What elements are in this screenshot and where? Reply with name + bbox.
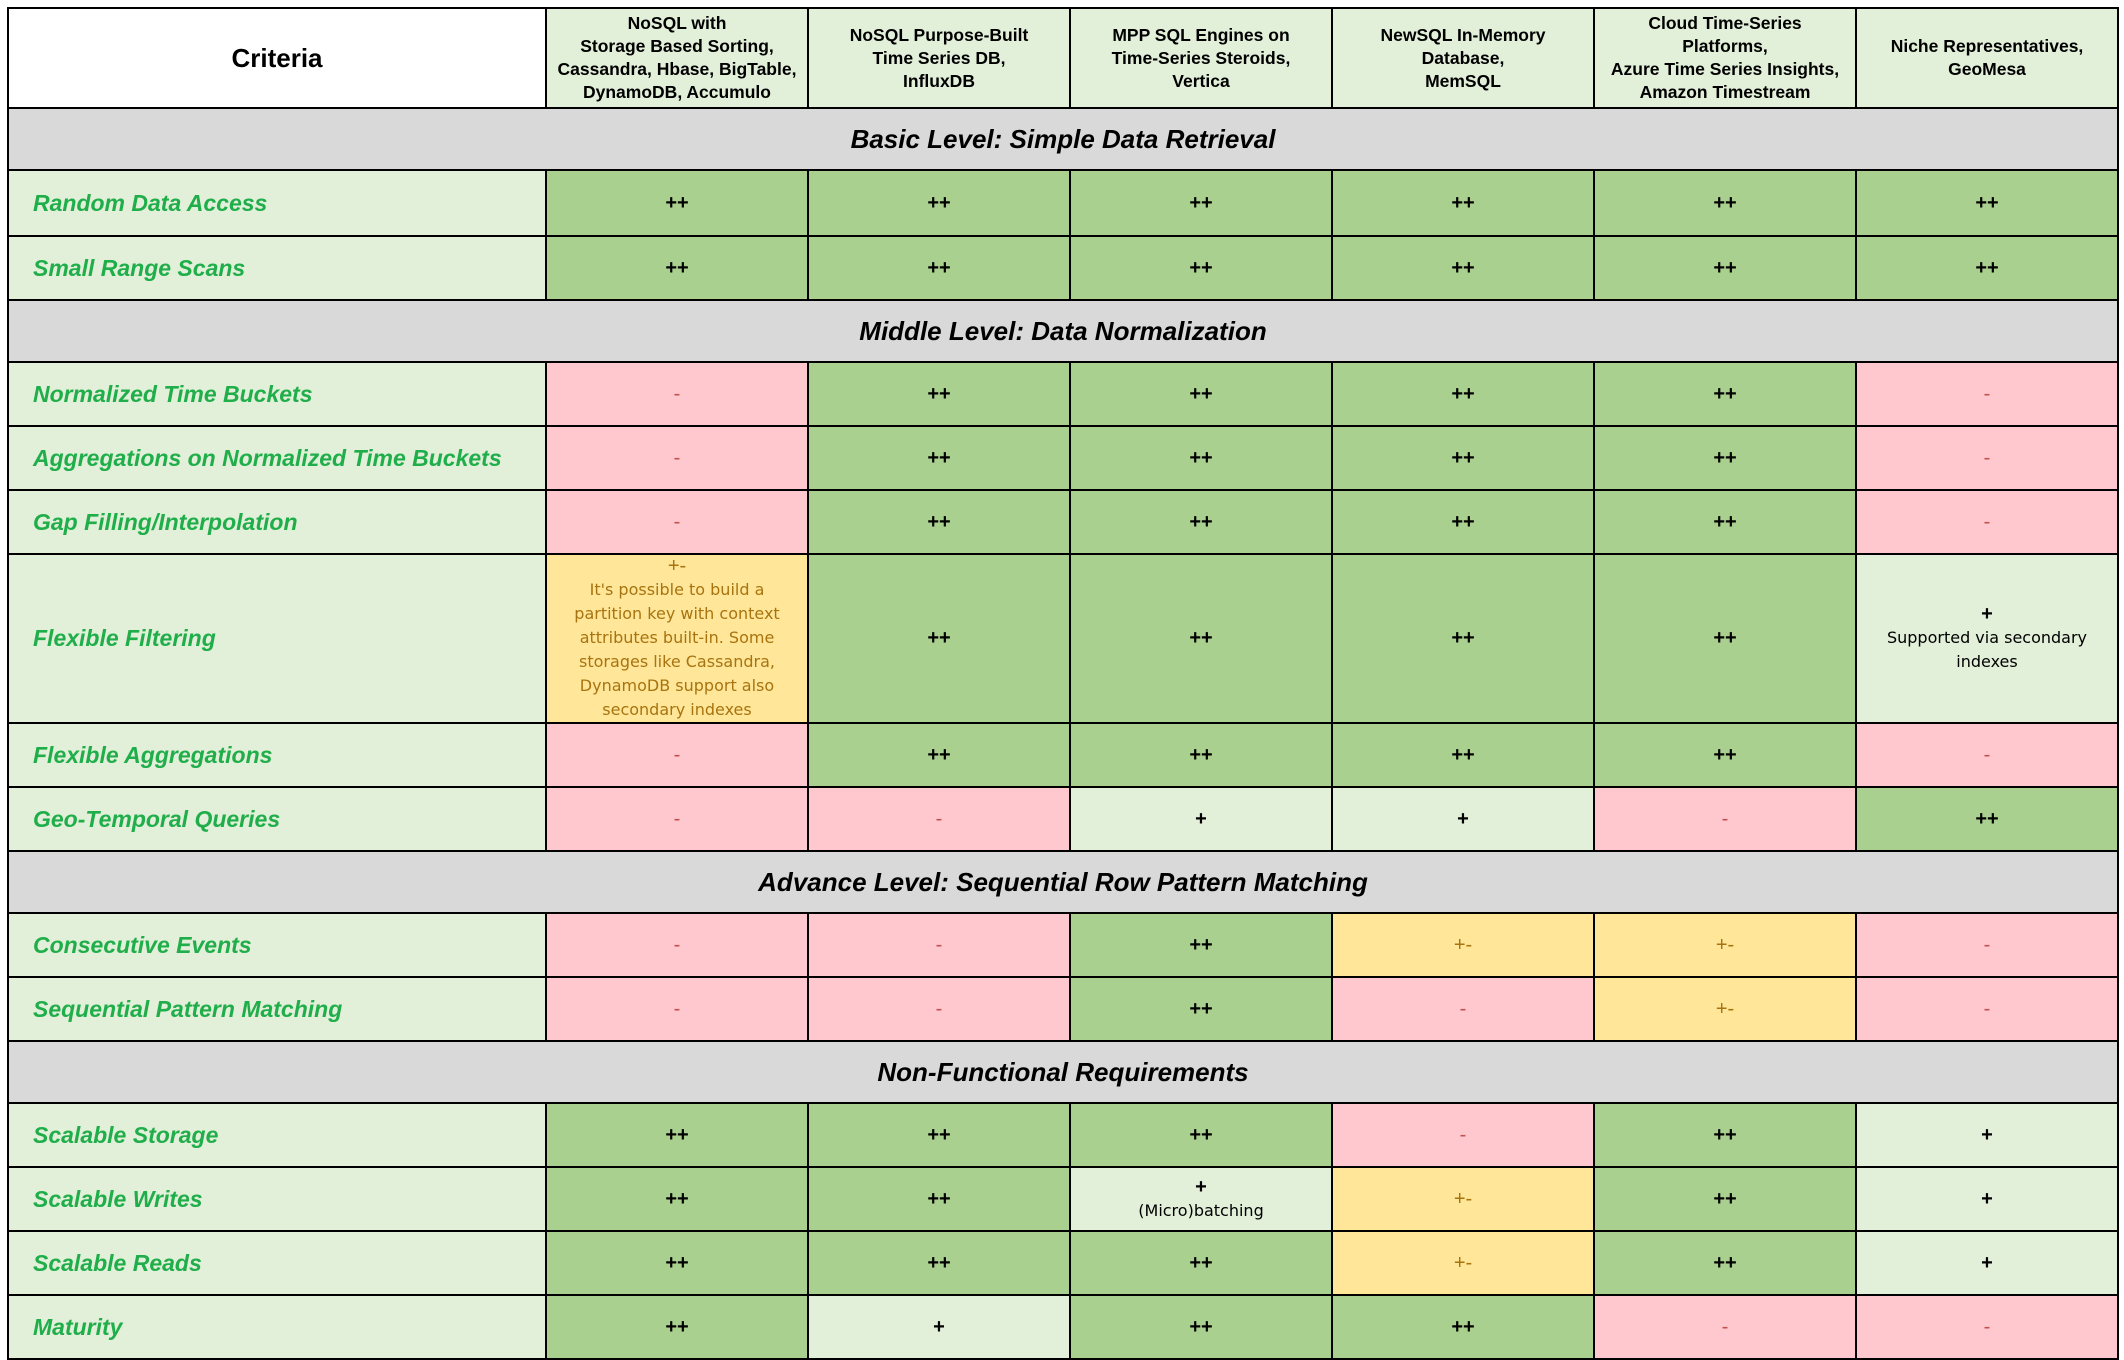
rating-symbol: - [1983,743,1991,766]
rating-cell [1594,1295,1856,1359]
rating-symbol: +- [667,555,687,577]
rating-cell [1856,490,2118,554]
rating-symbol: + [1981,1187,1993,1210]
rating-symbol: ++ [665,1251,689,1274]
rating-cell [546,1103,808,1167]
table-row [8,1167,2118,1231]
section-title: Non-Functional Requirements [8,1041,2118,1103]
column-header-line: Time Series DB, [872,47,1006,68]
rating-symbol: ++ [665,191,689,214]
column-header-line: Database, [1421,47,1505,68]
column-header-line: DynamoDB, Accumulo [583,82,771,102]
rating-symbol: +- [1453,1187,1473,1210]
section-row [8,300,2118,362]
rating-cell [808,1231,1070,1295]
rating-cell [808,1167,1070,1231]
table-row [8,554,2118,723]
rating-symbol: - [673,382,681,405]
rating-symbol: + [933,1315,945,1338]
rating-cell [808,723,1070,787]
rating-symbol: ++ [927,1123,951,1146]
column-header-line: Platforms, [1682,36,1768,56]
rating-symbol: ++ [1189,933,1213,956]
column-header-line: Time-Series Steroids, [1111,47,1291,68]
rating-symbol: + [1981,1251,1993,1274]
criteria-label: Scalable Reads [8,1231,546,1295]
rating-symbol: ++ [665,256,689,279]
table-row [8,1295,2118,1359]
rating-symbol: ++ [665,1123,689,1146]
rating-symbol: - [1983,1315,1991,1338]
rating-symbol: - [935,807,943,830]
rating-symbol: ++ [1713,256,1737,279]
rating-cell [1070,1103,1332,1167]
table-row [8,1231,2118,1295]
column-header-line: NewSQL In-Memory [1380,24,1546,45]
rating-cell [1070,977,1332,1041]
rating-cell [1332,1167,1594,1231]
rating-cell [1856,1167,2118,1231]
rating-symbol: - [1721,807,1729,830]
rating-symbol: ++ [1189,382,1213,405]
rating-cell [1594,426,1856,490]
rating-symbol: ++ [1189,191,1213,214]
table-row [8,426,2118,490]
rating-cell [1332,977,1594,1041]
rating-cell [1070,1167,1332,1231]
rating-cell [808,1103,1070,1167]
rating-symbol: ++ [1713,191,1737,214]
rating-cell [1332,1231,1594,1295]
criteria-label: Consecutive Events [8,913,546,977]
rating-symbol: ++ [1189,446,1213,469]
table-row [8,913,2118,977]
table-row [8,787,2118,851]
rating-cell [808,490,1070,554]
rating-symbol: + [1981,603,1993,625]
rating-symbol: ++ [665,1315,689,1338]
table-row [8,1103,2118,1167]
rating-cell [1594,362,1856,426]
table-row [8,977,2118,1041]
rating-cell [1070,362,1332,426]
rating-symbol: ++ [1451,256,1475,279]
column-header-line: Vertica [1172,70,1230,91]
criteria-label: Flexible Filtering [8,554,546,723]
column-header-line: Niche Representatives, [1890,36,2084,56]
column-header-line: Storage Based Sorting, [580,36,774,56]
rating-cell [1332,554,1594,723]
table-row [8,362,2118,426]
rating-symbol: ++ [1451,191,1475,214]
criteria-label: Aggregations on Normalized Time Buckets [8,426,546,490]
rating-cell [1594,554,1856,723]
criteria-label: Maturity [8,1295,546,1359]
rating-symbol: +- [1453,1251,1473,1274]
rating-cell [1594,787,1856,851]
rating-cell [1594,170,1856,236]
rating-cell [1594,977,1856,1041]
rating-cell [1332,362,1594,426]
rating-cell [1594,1167,1856,1231]
column-header-line: MPP SQL Engines on [1112,24,1290,45]
column-header-line: GeoMesa [1948,59,2026,79]
section-row [8,1041,2118,1103]
rating-symbol: - [673,807,681,830]
rating-cell [1332,426,1594,490]
rating-cell [808,977,1070,1041]
column-header-line: Azure Time Series Insights, [1610,59,1840,79]
criteria-label: Normalized Time Buckets [8,362,546,426]
criteria-label: Geo-Temporal Queries [8,787,546,851]
rating-symbol: - [673,743,681,766]
rating-symbol: +- [1453,933,1473,956]
rating-symbol: ++ [927,446,951,469]
rating-symbol: ++ [1451,743,1475,766]
rating-cell [1070,554,1332,723]
rating-symbol: ++ [1189,627,1213,649]
rating-symbol: ++ [1451,627,1475,649]
rating-cell [1856,977,2118,1041]
rating-cell [546,1295,808,1359]
rating-cell [1070,1295,1332,1359]
rating-symbol: ++ [1451,1315,1475,1338]
rating-symbol: ++ [1189,1123,1213,1146]
rating-cell [1856,723,2118,787]
rating-cell [1332,723,1594,787]
section-row [8,851,2118,913]
table-row [8,236,2118,300]
rating-cell [546,913,808,977]
rating-symbol: ++ [1713,1123,1737,1146]
column-header-line: Cloud Time-Series [1648,13,1802,33]
rating-symbol: ++ [1975,191,1999,214]
rating-cell [1856,554,2118,723]
rating-symbol: ++ [1975,807,1999,830]
rating-cell [546,1167,808,1231]
rating-cell [1332,787,1594,851]
rating-symbol: ++ [1189,1251,1213,1274]
column-header-line: InfluxDB [903,70,975,91]
rating-symbol: ++ [1451,510,1475,533]
rating-cell [1856,913,2118,977]
column-header-line: Amazon Timestream [1639,82,1811,102]
table-body [8,108,2118,1359]
rating-symbol: - [1721,1315,1729,1338]
rating-cell [808,236,1070,300]
rating-cell [808,1295,1070,1359]
rating-symbol: - [1459,997,1467,1020]
rating-cell [1332,913,1594,977]
table-row [8,490,2118,554]
rating-symbol: - [1983,446,1991,469]
rating-cell [1594,913,1856,977]
column-header-2 [808,8,1070,108]
rating-symbol: ++ [1713,510,1737,533]
rating-cell [1070,913,1332,977]
header-row [8,8,2118,108]
comparison-table [7,7,2119,1360]
rating-symbol: - [673,997,681,1020]
rating-cell [1332,1103,1594,1167]
column-header-line: MemSQL [1425,70,1501,91]
rating-cell [1594,490,1856,554]
rating-cell [1332,170,1594,236]
rating-cell [546,426,808,490]
rating-symbol: ++ [1451,382,1475,405]
rating-cell [808,913,1070,977]
rating-symbol: ++ [1713,382,1737,405]
rating-symbol: ++ [665,1187,689,1210]
rating-cell [1070,490,1332,554]
rating-cell [1332,490,1594,554]
column-header-5 [1594,8,1856,108]
rating-symbol: - [1459,1123,1467,1146]
rating-symbol: - [1983,997,1991,1020]
rating-cell [546,362,808,426]
rating-cell [1594,1231,1856,1295]
rating-cell [1332,236,1594,300]
rating-symbol: - [935,933,943,956]
rating-symbol: ++ [1713,446,1737,469]
rating-cell [546,554,808,723]
rating-cell [1594,1103,1856,1167]
rating-cell [1594,723,1856,787]
rating-cell [546,723,808,787]
rating-symbol: +- [1715,997,1735,1020]
rating-symbol: ++ [927,510,951,533]
rating-symbol: ++ [1451,446,1475,469]
rating-cell [1594,236,1856,300]
section-title: Basic Level: Simple Data Retrieval [8,108,2118,170]
rating-cell [546,787,808,851]
criteria-label: Flexible Aggregations [8,723,546,787]
section-row [8,108,2118,170]
rating-symbol: - [1983,510,1991,533]
rating-cell [546,977,808,1041]
rating-note: (Micro)batching [1138,1200,1264,1220]
rating-symbol: - [673,933,681,956]
rating-cell [808,426,1070,490]
criteria-header: Criteria [8,8,546,108]
criteria-label: Sequential Pattern Matching [8,977,546,1041]
rating-cell [546,490,808,554]
rating-cell [1070,426,1332,490]
rating-cell [1856,1103,2118,1167]
rating-cell [546,1231,808,1295]
rating-cell [1856,170,2118,236]
rating-cell [546,236,808,300]
rating-note: It's possible to build a partition key with context attributes built-in. Some storages like Cassandra, DynamoDB support also secondary indexes [574,580,780,719]
rating-symbol: ++ [1189,256,1213,279]
rating-cell [1856,236,2118,300]
rating-symbol: - [673,510,681,533]
criteria-label: Gap Filling/Interpolation [8,490,546,554]
rating-symbol: + [1981,1123,1993,1146]
criteria-label: Scalable Storage [8,1103,546,1167]
column-header-3 [1070,8,1332,108]
rating-symbol: ++ [927,743,951,766]
column-header-6 [1856,8,2118,108]
rating-symbol: ++ [927,1187,951,1210]
rating-symbol: ++ [1713,1251,1737,1274]
rating-symbol: - [1983,933,1991,956]
column-header-4 [1332,8,1594,108]
rating-cell [808,787,1070,851]
section-title: Advance Level: Sequential Row Pattern Matching [8,851,2118,913]
rating-symbol: +- [1715,933,1735,956]
section-title: Middle Level: Data Normalization [8,300,2118,362]
criteria-label: Small Range Scans [8,236,546,300]
rating-symbol: ++ [927,382,951,405]
rating-cell [808,170,1070,236]
rating-symbol: ++ [1713,743,1737,766]
rating-symbol: - [673,446,681,469]
rating-symbol: + [1195,807,1207,830]
rating-cell [1332,1295,1594,1359]
rating-symbol: + [1457,807,1469,830]
criteria-label: Random Data Access [8,170,546,236]
rating-symbol: ++ [1189,997,1213,1020]
rating-symbol: ++ [927,1251,951,1274]
rating-symbol: + [1195,1175,1207,1198]
criteria-label: Scalable Writes [8,1167,546,1231]
rating-symbol: ++ [1189,510,1213,533]
rating-symbol: ++ [1713,1187,1737,1210]
rating-cell [1070,723,1332,787]
rating-symbol: - [1983,382,1991,405]
rating-symbol: ++ [927,191,951,214]
rating-cell [1856,362,2118,426]
rating-cell [546,170,808,236]
rating-symbol: ++ [1189,743,1213,766]
rating-cell [1856,426,2118,490]
rating-symbol: ++ [1975,256,1999,279]
rating-symbol: ++ [927,256,951,279]
table-row [8,723,2118,787]
column-header-line: Cassandra, Hbase, BigTable, [557,59,797,79]
rating-cell [1070,1231,1332,1295]
rating-cell [808,554,1070,723]
rating-cell [1856,1295,2118,1359]
column-header-1 [546,8,808,108]
rating-cell [1856,1231,2118,1295]
rating-cell [1070,170,1332,236]
rating-note: Supported via secondary indexes [1886,628,2088,671]
rating-symbol: - [935,997,943,1020]
rating-symbol: ++ [1189,1315,1213,1338]
rating-cell [1070,236,1332,300]
column-header-line: NoSQL with [627,13,727,33]
rating-cell [1070,787,1332,851]
rating-cell [808,362,1070,426]
rating-symbol: ++ [1713,627,1737,649]
rating-symbol: ++ [927,627,951,649]
column-header-line: NoSQL Purpose-Built [849,24,1029,45]
rating-cell [1856,787,2118,851]
table-row [8,170,2118,236]
